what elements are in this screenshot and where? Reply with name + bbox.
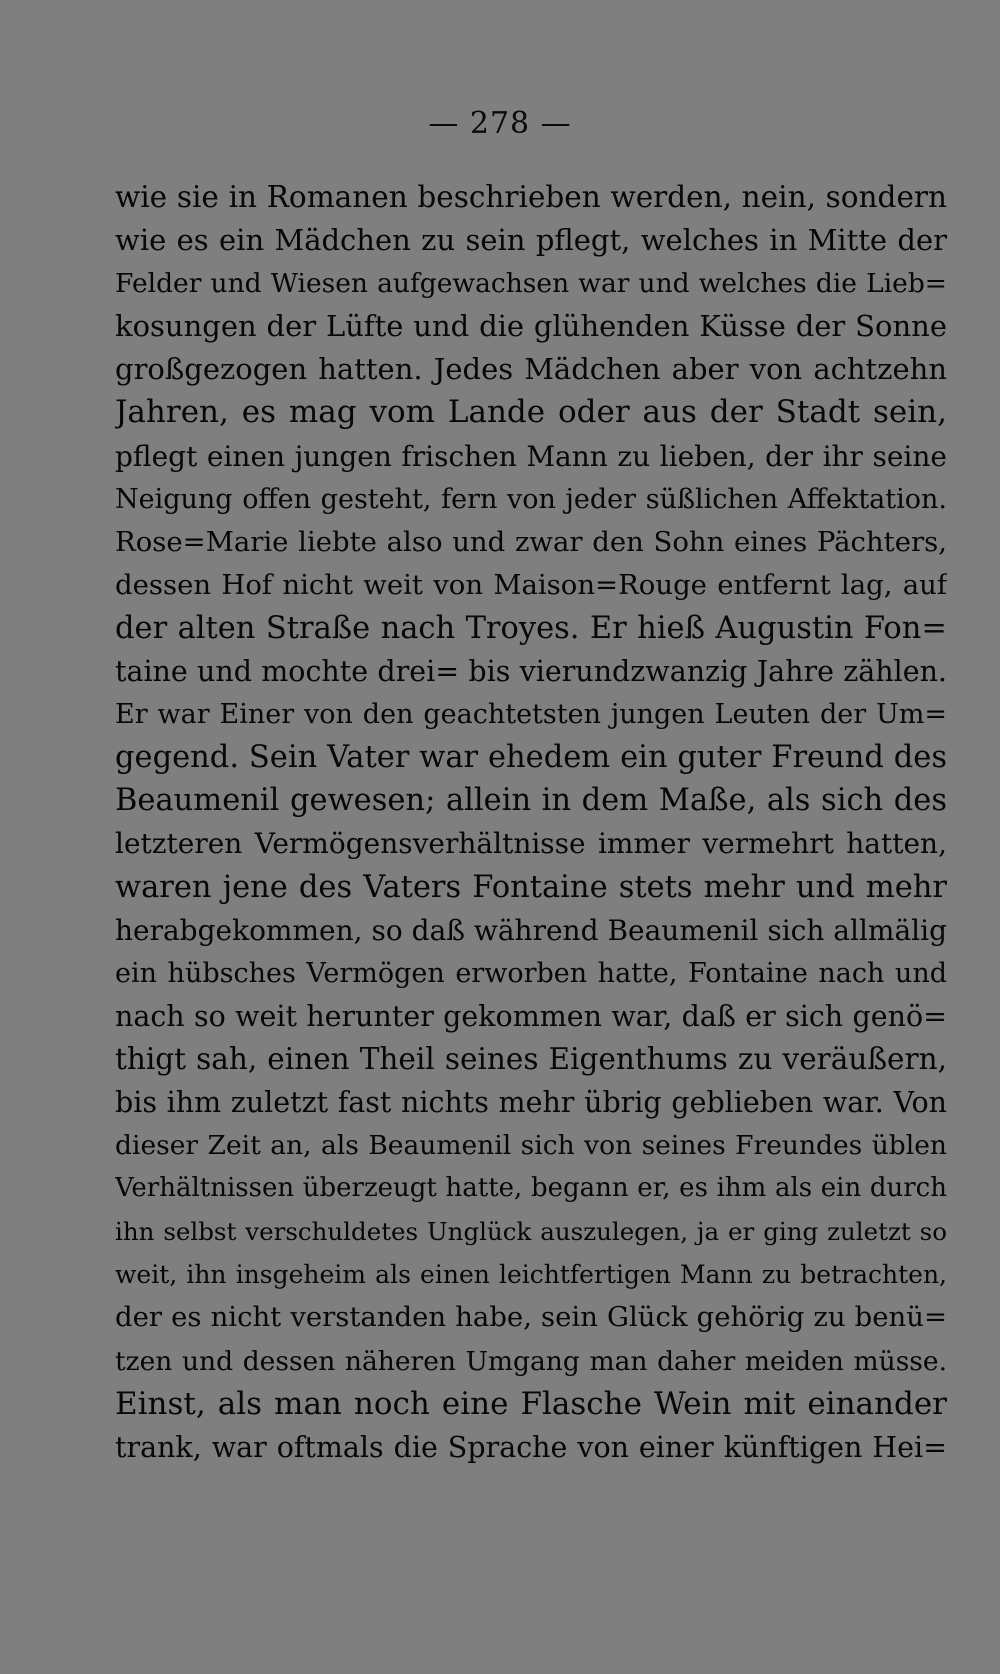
text-line: dessen Hof nicht weit von Maison=Rouge entfernt lag, auf	[115, 568, 947, 601]
page-number: — 278 —	[428, 106, 572, 141]
body-text	[115, 176, 947, 1469]
text-line: Rose=Marie liebte also und zwar den Sohn eines Pächters,	[115, 525, 947, 558]
text-line: pflegt einen jungen frischen Mann zu lieben, der ihr seine	[115, 439, 947, 473]
text-line: Er war Einer von den geachtetsten jungen Leuten der Um=	[115, 699, 947, 731]
text-line: weit, ihn insgeheim als einen leichtfertigen Mann zu betrachten,	[115, 1260, 947, 1290]
text-line: Beaumenil gewesen; allein in dem Maße, als sich des	[115, 783, 947, 819]
text-line: bis ihm zuletzt fast nichts mehr übrig geblieben war. Von	[115, 1085, 947, 1119]
text-line: der es nicht verstanden habe, sein Glück gehörig zu benü=	[115, 1301, 947, 1334]
text-line: großgezogen hatten. Jedes Mädchen aber von achtzehn	[115, 352, 947, 387]
text-line: gegend. Sein Vater war ehedem ein guter Freund des	[115, 740, 947, 776]
text-line: nach so weit herunter gekommen war, daß er sich genö=	[115, 999, 947, 1033]
text-line: tzen und dessen näheren Umgang man daher meiden müsse.	[115, 1345, 947, 1377]
text-line: taine und mochte drei= bis vierundzwanzig Jahre zählen.	[115, 655, 947, 689]
text-line: waren jene des Vaters Fontaine stets mehr und mehr	[115, 869, 947, 905]
text-line: der alten Straße nach Troyes. Er hieß Augustin Fon=	[115, 610, 947, 646]
text-line: Jahren, es mag vom Lande oder aus der Stadt sein,	[115, 394, 947, 431]
text-line: kosungen der Lüfte und die glühenden Küsse der Sonne	[115, 309, 947, 344]
text-line: Felder und Wiesen aufgewachsen war und welches die Lieb=	[115, 268, 947, 300]
text-line: letzteren Vermögensverhältnisse immer vermehrt hatten,	[115, 827, 947, 861]
text-line: herabgekommen, so daß während Beaumenil sich allmälig	[115, 913, 947, 947]
text-line: Verhältnissen überzeugt hatte, begann er, es ihm als ein durch	[115, 1173, 947, 1204]
text-line: ein hübsches Vermögen erworben hatte, Fontaine nach und	[115, 957, 947, 989]
text-line: thigt sah, einen Theil seines Eigenthums zu veräußern,	[115, 1041, 947, 1076]
text-line: ihn selbst verschuldetes Unglück auszulegen, ja er ging zuletzt so	[115, 1217, 947, 1247]
text-line: wie sie in Romanen beschrieben werden, nein, sondern	[115, 180, 947, 214]
text-line: Einst, als man noch eine Flasche Wein mit einander	[115, 1385, 947, 1422]
text-line: Neigung offen gesteht, fern von jeder süßlichen Affektation.	[115, 483, 947, 515]
text-line: dieser Zeit an, als Beaumenil sich von seines Freundes üblen	[115, 1130, 947, 1162]
text-line: wie es ein Mädchen zu sein pflegt, welches in Mitte der	[115, 223, 947, 258]
text-line: trank, war oftmals die Sprache von einer künftigen Hei=	[115, 1430, 947, 1464]
